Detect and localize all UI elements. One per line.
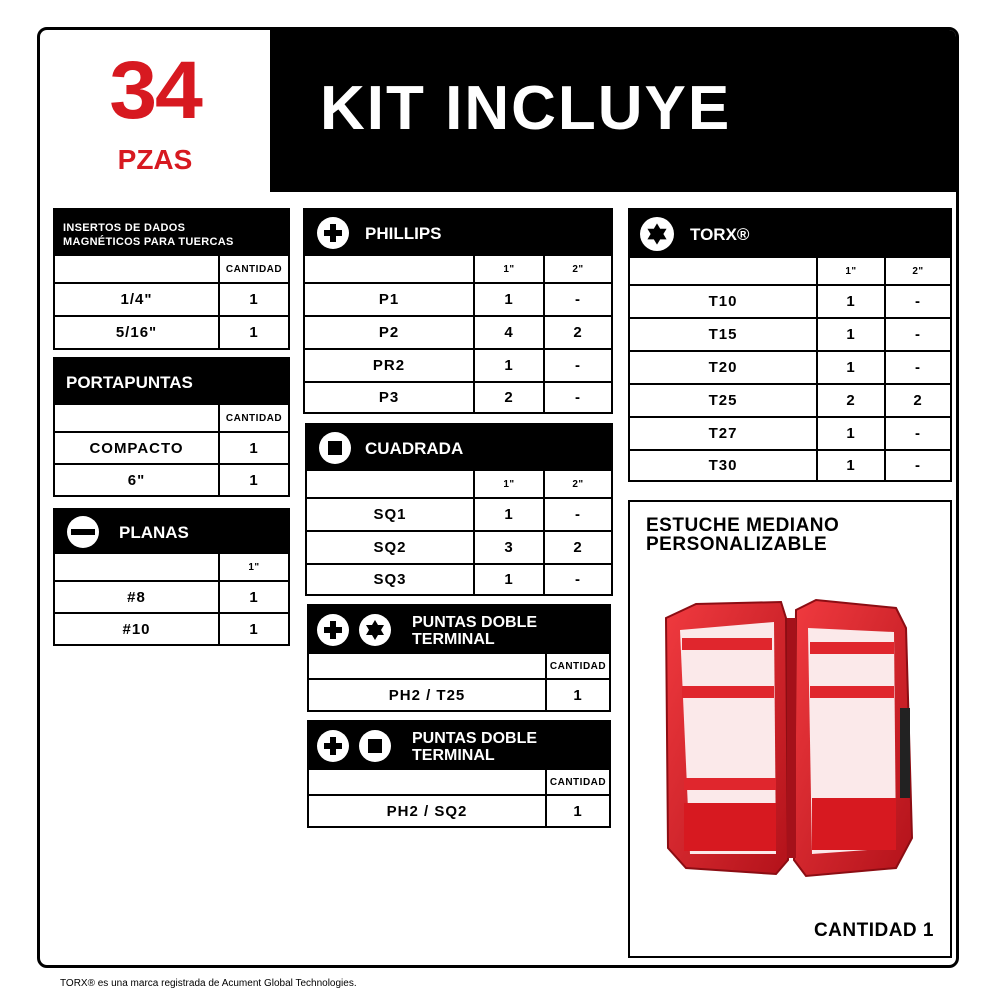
table-row: PH2 / SQ2 1 xyxy=(309,794,609,826)
case-quantity: CANTIDAD 1 xyxy=(813,920,934,941)
table-row: 1/4" 1 xyxy=(55,282,288,315)
sockets-title-line1: INSERTOS DE DADOS xyxy=(63,222,186,234)
sockets-table xyxy=(53,208,290,350)
page-title: KIT INCLUYE xyxy=(320,74,732,143)
table-row: P1 1 - xyxy=(305,282,611,315)
torx-icon xyxy=(640,217,674,251)
double-ended-phillips-square-table: PUNTAS DOBLE TERMINAL CANTIDAD PH2 / SQ2 1 xyxy=(307,720,611,828)
torx-header xyxy=(630,210,950,258)
table-row: P3 2 - xyxy=(305,381,611,412)
square-col-header: 1" 2" xyxy=(307,471,611,497)
phillips-table xyxy=(303,208,613,414)
double-ended-title-2-line1: PUNTAS DOBLE xyxy=(412,730,538,747)
slotted-table xyxy=(53,508,290,646)
slotted-col-header: 1" xyxy=(55,554,288,580)
table-row: P2 4 2 xyxy=(305,315,611,348)
table-row: T20 1 - xyxy=(630,350,950,383)
phillips-icon xyxy=(317,217,349,249)
table-row: #8 1 xyxy=(55,580,288,612)
table-row: PR2 1 - xyxy=(305,348,611,381)
torx-icon xyxy=(359,614,391,646)
holders-table xyxy=(53,357,290,497)
sockets-title-line2: MAGNÉTICOS PARA TUERCAS xyxy=(63,236,234,248)
piece-count xyxy=(40,30,270,192)
slotted-title: PLANAS xyxy=(119,523,189,542)
double-ended-phillips-torx-table: PUNTAS DOBLE TERMINAL CANTIDAD PH2 / T25 1 xyxy=(307,604,611,712)
sockets-col-header xyxy=(55,256,288,282)
square-header xyxy=(307,425,611,471)
double-ended-header-2 xyxy=(309,722,609,770)
table-row: T30 1 - xyxy=(630,449,950,480)
table-row: SQ2 3 2 xyxy=(307,530,611,563)
table-row: #10 1 xyxy=(55,612,288,644)
square-title: CUADRADA xyxy=(365,439,464,458)
open-case-image xyxy=(656,598,926,878)
title-bar xyxy=(270,30,956,192)
table-row: 5/16" 1 xyxy=(55,315,288,348)
phillips-icon xyxy=(317,730,349,762)
phillips-icon xyxy=(317,614,349,646)
slotted-icon xyxy=(67,516,99,548)
holders-col-header: CANTIDAD xyxy=(55,405,288,431)
table-row: T15 1 - xyxy=(630,317,950,350)
table-row: T27 1 - xyxy=(630,416,950,449)
double-ended-title-2-line2: TERMINAL xyxy=(412,747,495,764)
table-row: COMPACTO 1 xyxy=(55,431,288,463)
holders-title: PORTAPUNTAS xyxy=(66,373,193,392)
table-row: SQ3 1 - xyxy=(307,563,611,594)
case-title: ESTUCHE MEDIANO PERSONALIZABLE xyxy=(646,515,840,555)
table-row: PH2 / T25 1 xyxy=(309,678,609,710)
torx-title: TORX® xyxy=(690,225,750,244)
double-ended-title-1-line1: PUNTAS DOBLE xyxy=(412,614,538,631)
table-row: T25 2 2 xyxy=(630,383,950,416)
footnote: TORX® es una marca registrada de Acument Global Technologies. xyxy=(60,978,357,989)
table-row: 6" 1 xyxy=(55,463,288,495)
holders-header xyxy=(55,359,288,405)
phillips-header xyxy=(305,210,611,256)
phillips-title: PHILLIPS xyxy=(365,224,442,243)
sockets-header xyxy=(55,210,288,256)
table-row: T10 1 - xyxy=(630,284,950,317)
phillips-col-header: 1" 2" xyxy=(305,256,611,282)
double-ended-header-1 xyxy=(309,606,609,654)
square-drive-icon xyxy=(319,432,351,464)
table-row: SQ1 1 - xyxy=(307,497,611,530)
double-ended-title-1-line2: TERMINAL xyxy=(412,631,495,648)
piece-count-number: 34 xyxy=(109,45,201,136)
slotted-header xyxy=(55,510,288,554)
piece-count-unit: PZAS xyxy=(117,144,193,175)
sockets-col-qty: CANTIDAD xyxy=(218,256,288,282)
square-drive-icon xyxy=(359,730,391,762)
case-panel xyxy=(628,500,952,958)
square-table xyxy=(305,423,613,596)
torx-table: TORX® 1" 2" T10 1 - T15 1 - T20 1 - T25 2 2 T27 1 - T30 1 - xyxy=(628,208,952,482)
